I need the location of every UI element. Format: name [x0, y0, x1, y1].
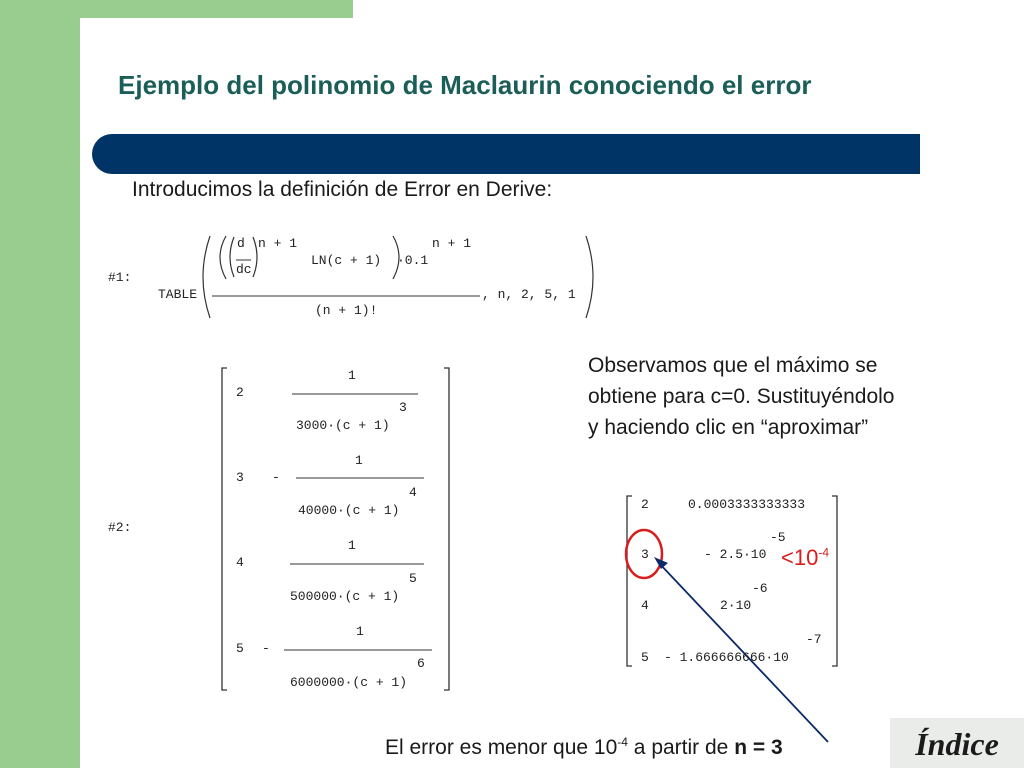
row-denominator: 6000000·(c + 1) — [290, 675, 408, 690]
index-button[interactable]: Índice — [890, 718, 1024, 768]
observation-line: y haciendo clic en “aproximar” — [588, 416, 869, 439]
row-denominator: 40000·(c + 1) — [298, 503, 400, 518]
row-numerator: 1 — [348, 538, 356, 553]
conclusion-middle: a partir de — [627, 736, 735, 759]
expr1-d: d — [237, 236, 245, 251]
row-exponent: 6 — [417, 656, 425, 671]
result-row-index: 4 — [641, 598, 649, 613]
expr1-dc: dc — [236, 262, 252, 277]
intro-text: Introducimos la definición de Error en Derive: — [132, 178, 553, 201]
row-index: 3 — [236, 470, 244, 485]
expr1-times: ·0.1 — [397, 253, 429, 268]
row-sign: - — [272, 470, 280, 485]
observation-line: obtiene para c=0. Sustituyéndolo — [588, 385, 895, 408]
row-numerator: 1 — [348, 368, 356, 383]
row-exponent: 5 — [409, 571, 417, 586]
expr1-table-keyword: TABLE — [158, 287, 198, 302]
expr1-ln: LN(c + 1) — [311, 253, 382, 268]
row-index: 2 — [236, 385, 244, 400]
expr1-denominator: (n + 1)! — [315, 303, 378, 318]
result-row-value: 2·10 — [720, 598, 752, 613]
result-row-exponent: -6 — [752, 581, 768, 596]
result-row-value: - 2.5·10 — [704, 547, 767, 562]
annotation-exponent: -4 — [818, 545, 829, 560]
row-numerator: 1 — [355, 453, 363, 468]
expr1-exponent: n + 1 — [258, 236, 298, 251]
row-index: 4 — [236, 555, 244, 570]
result-row-index: 3 — [641, 547, 649, 562]
annotation-base: <10 — [781, 545, 819, 570]
observation-line: Observamos que el máximo se — [588, 354, 878, 377]
conclusion-prefix: El error es menor que 10 — [385, 736, 618, 759]
expr1-exponent-2: n + 1 — [432, 236, 472, 251]
row-denominator: 3000·(c + 1) — [296, 418, 390, 433]
conclusion-exponent: -4 — [617, 735, 628, 749]
row-index: 5 — [236, 641, 244, 656]
result-row-exponent: -7 — [806, 632, 822, 647]
row-exponent: 4 — [409, 485, 417, 500]
row-denominator: 500000·(c + 1) — [290, 589, 400, 604]
row-exponent: 3 — [399, 400, 407, 415]
expr1-args: , n, 2, 5, 1 — [482, 287, 576, 302]
result-row-exponent: -5 — [770, 530, 786, 545]
conclusion-n-value: n = 3 — [734, 736, 783, 759]
result-row-index: 2 — [641, 497, 649, 512]
expr2-label: #2: — [108, 520, 132, 535]
slide-title: Ejemplo del polinomio de Maclaurin conociendo el error — [118, 70, 812, 100]
result-row-value: - 1.666666666·10 — [664, 650, 789, 665]
row-sign: - — [262, 641, 270, 656]
row-numerator: 1 — [356, 624, 364, 639]
less-than-annotation — [781, 545, 829, 571]
expr1-label: #1: — [108, 270, 132, 285]
result-row-value: 0.0003333333333 — [688, 497, 806, 512]
conclusion-text — [385, 735, 783, 760]
result-row-index: 5 — [641, 650, 649, 665]
